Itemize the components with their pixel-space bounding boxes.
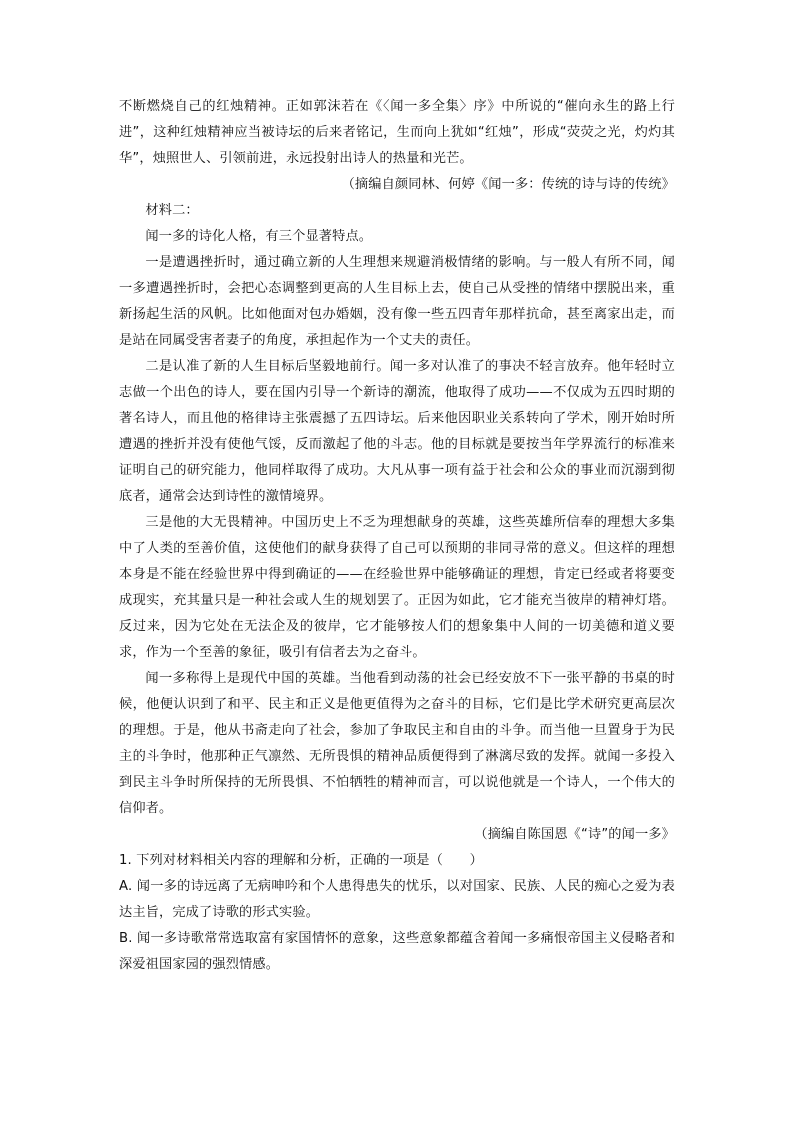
source-citation-2: （摘编自陈国恩《“诗”的闻一多》 bbox=[474, 827, 675, 842]
top-paragraph: 不断燃烧自己的红烛精神。正如郭沫若在《〈闻一多全集〉序》中所说的“催向永生的路上行进”，这种红烛精神应当被诗坛的后来者铭记，生而向上犹如“红烛”，形成“荧荧之光，灼灼其华”，烛照世人、引领前进，永远投射出诗人的热量和光芒。 bbox=[119, 99, 675, 166]
body-paragraph-1: 一是遭遇挫折时，通过确立新的人生理想来规避消极情绪的影响。与一般人有所不同，闻一多遭遇挫折时，会把心态调整到更高的人生目标上去，使自己从受挫的情绪中摆脱出来，重新扬起生活的风帆。比如他面对包办婚姻，没有像一些五四青年那样抗命，甚至离家出走，而是站在同属受害者妻子的角度，承担起作为一个丈夫的责任。 bbox=[119, 255, 675, 348]
body-paragraph-2: 二是认准了新的人生目标后坚毅地前行。闻一多对认准了的事决不轻言放弃。他年轻时立志做一个出色的诗人，要在国内引导一个新诗的潮流，他取得了成功——不仅成为五四时期的著名诗人，而且他的格律诗主张震撼了五四诗坛。后来他因职业关系转向了学术，刚开始时所遭遇的挫折并没有使他气馁，反而激起了他的斗志。他的目标就是要按当年学界流行的标准来证明自己的研究能力，他同样取得了成功。大凡从事一项有益于社会和公众的事业而沉溺到彻底者，通常会达到诗性的激情境界。 bbox=[119, 359, 675, 504]
question-stem: 1. 下列对材料相关内容的理解和分析，正确的一项是（ ） bbox=[119, 853, 483, 868]
intro-sentence: 闻一多的诗化人格，有三个显著特点。 bbox=[145, 229, 373, 244]
source-citation-1: （摘编自颜同林、何婷《闻一多：传统的诗与诗的传统》 bbox=[341, 177, 675, 192]
material-2-heading: 材料二： bbox=[145, 203, 199, 218]
document-page bbox=[119, 94, 675, 978]
body-paragraph-4: 闻一多称得上是现代中国的英雄。当他看到动荡的社会已经安放不下一张平静的书桌的时候，他便认识到了和平、民主和正义是他更值得为之奋斗的目标，它们是比学术研究更高层次的理想。于是，他从书斋走向了社会，参加了争取民主和自由的斗争。而当他一旦置身于为民主的斗争时，他那种正气凛然、无所畏惧的精神品质便得到了淋漓尽致的发挥。就闻一多投入到民主斗争时所保持的无所畏惧、不怕牺牲的精神而言，可以说他就是一个诗人，一个伟大的信仰者。 bbox=[119, 671, 675, 816]
question-option-a: A. 闻一多的诗远离了无病呻吟和个人患得患失的忧乐，以对国家、民族、人民的痴心之爱为表达主旨，完成了诗歌的形式实验。 bbox=[119, 879, 675, 920]
body-paragraph-3: 三是他的大无畏精神。中国历史上不乏为理想献身的英雄，这些英雄所信奉的理想大多集中了人类的至善价值，这使他们的献身获得了自己可以预期的非同寻常的意义。但这样的理想本身是不能在经验世界中得到确证的——在经验世界中能够确证的理想，肯定已经或者将要变成现实，充其量只是一种社会或人生的规划罢了。正因为如此，它才能充当彼岸的精神灯塔。反过来，因为它处在无法企及的彼岸，它才能够按人们的想象集中人间的一切美德和道义要求，作为一个至善的象征，吸引有信者去为之奋斗。 bbox=[119, 515, 675, 660]
question-option-b: B. 闻一多诗歌常常选取富有家国情怀的意象，这些意象都蕴含着闻一多痛恨帝国主义侵略者和深爱祖国家园的强烈情感。 bbox=[119, 931, 675, 972]
